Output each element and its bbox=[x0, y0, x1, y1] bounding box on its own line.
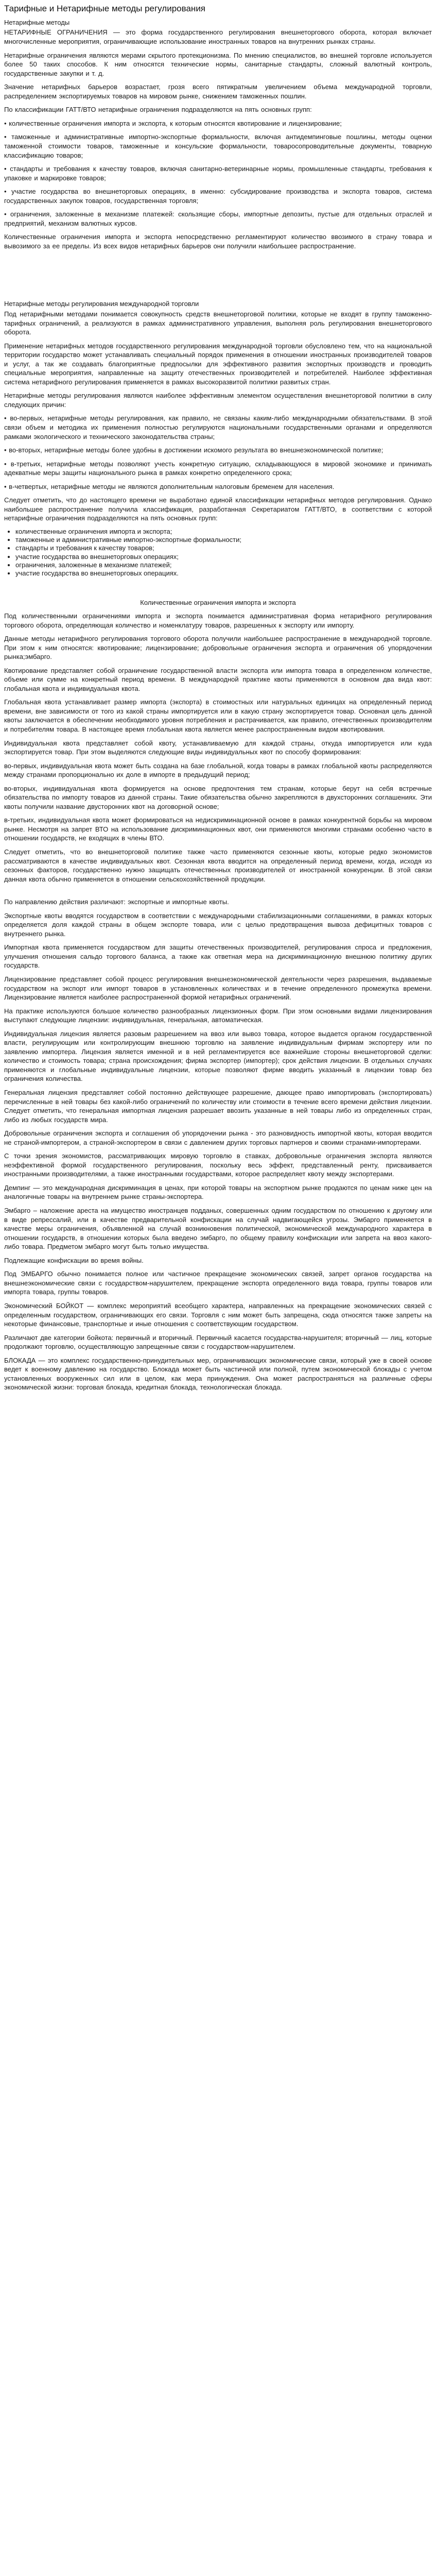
group-list bbox=[4, 528, 432, 578]
section-heading: Нетарифные методы bbox=[4, 18, 70, 26]
paragraph: Подлежащие конфискации во время войны. bbox=[4, 1256, 144, 1264]
paragraph: Количественные ограничения импорта и экспорта непосредственно регламентируют количество ввозимого в страну товара и вывозимого за ее пределы. Из всех видов нетарифных барьеров они получили наибольшее распространение. bbox=[4, 233, 432, 250]
list-item: • ограничения, заложенные в механизме платежей; bbox=[15, 561, 432, 569]
paragraph: С точки зрения экономистов, рассматривающих мировую торговлю в ставках, добровольные ограничения экспорта являются неэффективной формой государственного регулирования, поскольку весь эффект, представленный ренту, присваивается иностранными производителями, а также иностранными государствами, которое распределяет квоту между экспортерами. bbox=[4, 1152, 432, 1178]
paragraph: во-первых, индивидуальная квота может быть создана на базе глобальной, когда товары в рамках глобальной квоты распределяются между странами пропорционально их доле в импорте в предыдущий период; bbox=[4, 761, 432, 779]
paragraph: Различают две категории бойкота: первичный и вторичный. Первичный касается государства-нарушителя; вторичный — лиц, которые продолжают торговлю, осуществляющую запрещенные связи с государством-нарушителем. bbox=[4, 1333, 432, 1351]
list-item: • стандарты и требования к качеству товаров; bbox=[15, 544, 432, 552]
paragraph: Импортная квота применяется государством для защиты отечественных производителей, регулирования спроса и предложения, улучшения отношения сальдо торгового баланса, а также как ответная мера на дискриминационную внешнюю политику других государств. bbox=[4, 943, 432, 970]
section-heading: Нетарифные методы регулирования международной торговли bbox=[4, 300, 199, 308]
paragraph: Глобальная квота устанавливает размер импорта (экспорта) в стоимостных или натуральных единицах на определенный период времени, вне зависимости от того из какой страны импортируется или в какую страну экспортируется товар. Основная цель данной квоты заключается в обеспечении необходимого уровня потребления и растрачивается, как правило, отечественных производителям и потребителям товара. В настоящее время глобальная квота является менее распространенным видом квотирования. bbox=[4, 698, 432, 733]
paragraph: Добровольные ограничения экспорта и соглашения об упорядочении рынка - это разновидность импортной квоты, которая вводится не страной-импортером, а страной-экспортером в связи с давлением других торговых партнеров и своими странами-импортерами. bbox=[4, 1129, 432, 1146]
paragraph: Демпинг — это международная дискриминация в ценах, при которой товары на экспортном рынке продаются по ценам ниже цен на аналогичные товары на внутреннем рынке страны-экспортера. bbox=[4, 1183, 432, 1201]
paragraph: Лицензирование представляет собой процесс регулирования внешнеэкономической деятельности через разрешения, выдаваемые государством на экспорт или импорт товаров в установленных количествах и в течение определенного промежутка времени. Лицензирование является наиболее распространенной формой нетарифных ограничений. bbox=[4, 975, 432, 1002]
section-heading: Количественные ограничения импорта и экспорта bbox=[140, 599, 296, 607]
paragraph: Под ЭМБАРГО обычно понимается полное или частичное прекращение экономических связей, запрет органов государства на внешнеэкономические связи с государством-нарушителем, прекращение экспорта определенного вида товара, группы товаров или импорта товара, группы товаров. bbox=[4, 1270, 432, 1296]
paragraph: БЛОКАДА — это комплекс государственно-принудительных мер, ограничивающих экономические связи, который уже в своей основе ведет к военному давлению на государство. Блокада может быть частичной или полной, путем экономической блокады с учетом установленных вооруженных сил или в целом, как мера принуждения. Она может распространяться на различные сферы экономической жизни: торговая блокада, кредитная блокада, технологическая блокада. bbox=[4, 1356, 432, 1392]
list-item: • количественные ограничения импорта и экспорта; bbox=[15, 528, 432, 536]
paragraph: • таможенные и административные импортно-экспортные формальности, включая антидемпинговые пошлины, методы оценки таможенной стоимости товаров, таможенные и консульские формальности, товаросопроводительные документы, товарную классификацию товаров; bbox=[4, 133, 432, 159]
paragraph: На практике используются большое количество разнообразных лицензионных форм. При этом основными видами лицензирования выступают следующие лицензии: индивидуальная, генеральная, автоматическая. bbox=[4, 1007, 432, 1024]
paragraph: Данные методы нетарифного регулирования торгового оборота получили наибольшее распространение в международной торговле. При этом к ним относятся: квотирование; лицензирование; добровольные ограничения экспорта и ограничения об упорядочении рынка;эмбарго. bbox=[4, 635, 432, 661]
paragraph: Применение нетарифных методов государственного регулирования международной торговли обусловлено тем, что на национальной территории государство может устанавливать специальный порядок применения в отношении иностранных производителей товаров и услуг, а так же создавать благоприятные предпосылки для эффективного развития экспортных производств и проводить специальные мероприятия, направленные на защиту отечественных производителей и потребителей. Наиболее эффективная система нетарифного регулирования применяется в рамках высокоразвитой политики развитых стран. bbox=[4, 342, 432, 386]
paragraph: в-третьих, индивидуальная квота может формироваться на недискриминационной основе в рамках конкурентной борьбы на мировом рынке. Несмотря на запрет ВТО на использование дискриминационных квот, они применяются многими странами особенно часто в отношении государств, не входящих в члены ВТО. bbox=[4, 816, 432, 842]
paragraph: Нетарифные методы регулирования являются наиболее эффективным элементом осуществления внешнеторговой политики в силу следующих причин: bbox=[4, 392, 432, 409]
paragraph: По классификации ГАТТ/ВТО нетарифные ограничения подразделяются на пять основных групп: bbox=[4, 106, 312, 114]
list-item: • участие государства во внешнеторговых операциях. bbox=[15, 569, 432, 578]
paragraph: Следует отметить, что во внешнеторговой политике также часто применяются сезонные квоты, которые редко экономистов рассматриваются в качестве индивидуальных квот. Сезонная квота вводится на определенный период времени, когда, исходя из сезонных факторов, государственно нужно защищать отечественных производителей от иностранной конкуренции. В этой связи данная квота обычно применяется в отношении сельскохозяйственной продукции. bbox=[4, 848, 432, 883]
spacer bbox=[4, 255, 432, 299]
list-item: • участие государства во внешнеторговых операциях; bbox=[15, 553, 432, 561]
spacer bbox=[4, 888, 432, 897]
paragraph: • стандарты и требования к качеству товаров, включая санитарно-ветеринарные нормы, промышленные стандарты, требования к упаковке и маркировке товаров; bbox=[4, 165, 432, 182]
paragraph: Генеральная лицензия представляет собой постоянно действующее разрешение, дающее право импортировать (экспортировать) перечисленные в ней товары без какой-либо ограничений по количеству или стоимости в течение всего времени действия лицензии. Следует отметить, что генеральная импортная лицензия разрешает ввозить указанные в ней товары либо из определенных стран, либо из любых государств мира. bbox=[4, 1089, 432, 1124]
paragraph: • количественные ограничения импорта и экспорта, к которым относятся квотирование и лицензирование; bbox=[4, 119, 342, 127]
paragraph: • во-вторых, нетарифные методы более удобны в достижении искомого результата во внешнеэкономической политике; bbox=[4, 446, 383, 454]
paragraph: Квотирование представляет собой ограничение государственной власти экспорта или импорта товара в определенном количестве, объеме или сумме на конкретный период времени. В международной практике квоты применяются в основном два вида квот: глобальная квота и индивидуальная квота. bbox=[4, 666, 432, 692]
paragraph: Индивидуальная лицензия является разовым разрешением на ввоз или вывоз товара, которое выдается органом государственной власти, регулирующим или контролирующим внешнюю торговлю на заявление индивидуальным фирмам экспортеру или по заявлению импортера. Лицензия является именной и в ней регламентируется все важнейшие стороны внешнеторговой сделки: количество и стоимость товара; страна происхождения; фирма экспортер (импортер); срок действия лицензии. В отдельных случаях применяются и глобальные индивидуальные лицензии, которые позволяют фирме вводить указанный в лицензии товар без ограничения количества. bbox=[4, 1029, 432, 1083]
paragraph: • участие государства во внешнеторговых операциях, в именно: субсидирование производства и экспорта товаров, система государственных закупок товаров, государственная торговля; bbox=[4, 188, 432, 205]
paragraph: Следует отметить, что до настоящего времени не выработано единой классификации нетарифных методов регулирования. Однако наибольшее распространение получила классификация, разработанная Секретариатом ГАТТ/ВТО, в соответствии с которой нетарифные ограничения подразделяются на пять основных групп: bbox=[4, 496, 432, 522]
paragraph: Нетарифные ограничения являются мерами скрытого протекционизма. По мнению специалистов, во внешней торговле используется более 50 таких способов. К ним относятся технические нормы, санитарные стандарты, сложный валютный контроль, государственные закупки и т. д. bbox=[4, 51, 432, 77]
paragraph: Эмбарго – наложение ареста на имущество иностранцев подданых, совершенных одним государством по отношению к другому или в виде репрессалий, или в качестве предварительной конфискации на случай надвигающейся угрозы. Эмбарго применяется в качестве меры ограничения, объявленной на случай возникновения политической, экономической международного характера в отношении государств, в отношении которых была введено эмбарго, по общему правилу конфискации или запрета на ввоз какого-либо товара. Предметом эмбарго могут быть только имущества. bbox=[4, 1207, 432, 1251]
paragraph: Экспортные квоты вводятся государством в соответствии с международными стабилизационными соглашениями, в рамках которых определяется доля каждой страны в общем экспорте товара, или с целью предотвращения вывоза дефицитных товаров с внутреннего рынка. bbox=[4, 911, 432, 938]
paragraph: Индивидуальная квота представляет собой квоту, устанавливаемую для каждой страны, откуда импортируется или куда экспортируется товар. При этом выделяются следующие виды индивидуальных квот по способу формирования: bbox=[4, 739, 432, 756]
paragraph: • в-четвертых, нетарифные методы не являются дополнительным налоговым бременем для населения. bbox=[4, 482, 335, 490]
paragraph: Под нетарифными методами понимается совокупность средств внешнеторговой политики, которые не входят в группу таможенно-тарифных ограничений, а реализуются в рамках административного управления, выполняя роль регулирования внешнеторгового оборота. bbox=[4, 310, 432, 336]
list-item: • таможенные и административные импортно-экспортные формальности; bbox=[15, 536, 432, 544]
paragraph: • в-третьих, нетарифные методы позволяют учесть конкретную ситуацию, складывающуюся в мировой экономике и принимать адекватные меры защиты национального рынка в рамках конкретно определенного срока; bbox=[4, 460, 432, 477]
paragraph: • ограничения, заложенные в механизме платежей: скользящие сборы, импортные депозиты, пустые для отдельных отраслей и предприятий, механизм валютных курсов. bbox=[4, 210, 432, 227]
section-nontariff-methods bbox=[4, 18, 432, 250]
page-title: Тарифные и Нетарифные методы регулирования bbox=[4, 4, 206, 13]
section-quantitative-restrictions bbox=[4, 598, 432, 1392]
paragraph: Под количественными ограничениями импорта и экспорта понимается административная форма нетарифного регулирования торгового оборота, определяющая количество и номенклатуру товаров, разрешенных к экспорту или импорту. bbox=[4, 612, 432, 629]
paragraph: Экономический БОЙКОТ — комплекс мероприятий всеобщего характера, направленных на прекращение экономических связей с определенным государством, ограничивающих его связи. Торговля с ним может быть запрещена, сюда относятся также запреты на некоторые финансовые, транспортные и иные отношения с соответствующим государством. bbox=[4, 1301, 432, 1328]
spacer bbox=[4, 583, 432, 592]
paragraph: Значение нетарифных барьеров возрастает, грозя всего пятикратным увеличением объема международной торговли, распределением экспортируемых товаров на мировом рынке, снижением таможенных пошлин. bbox=[4, 83, 432, 100]
paragraph: • во-первых, нетарифные методы регулирования, как правило, не связаны каким-либо международными обязательствами. В этой связи объем и методика их применения полностью регулируются национальными государственными органами и определяются рамками экологического и технического законодательства страны; bbox=[4, 414, 432, 440]
section-nontariff-regulation bbox=[4, 299, 432, 578]
paragraph: По направлению действия различают: экспортные и импортные квоты. bbox=[4, 898, 229, 906]
paragraph: НЕТАРИФНЫЕ ОГРАНИЧЕНИЯ — это форма государственного регулирования внешнеторгового оборота, которая включает многочисленные мероприятия, ограничивающие использование иностранных товаров на внутренних рынках страны. bbox=[4, 28, 432, 46]
paragraph: во-вторых, индивидуальная квота формируется на основе предпочтения тем странам, которые берут на себя встречные обязательства по импорту товаров из данной страны. Такие обязательства обычно закрепляются в двухсторонних соглашениях. Эти квоты получили название двусторонних квот на договорной основе; bbox=[4, 784, 432, 810]
